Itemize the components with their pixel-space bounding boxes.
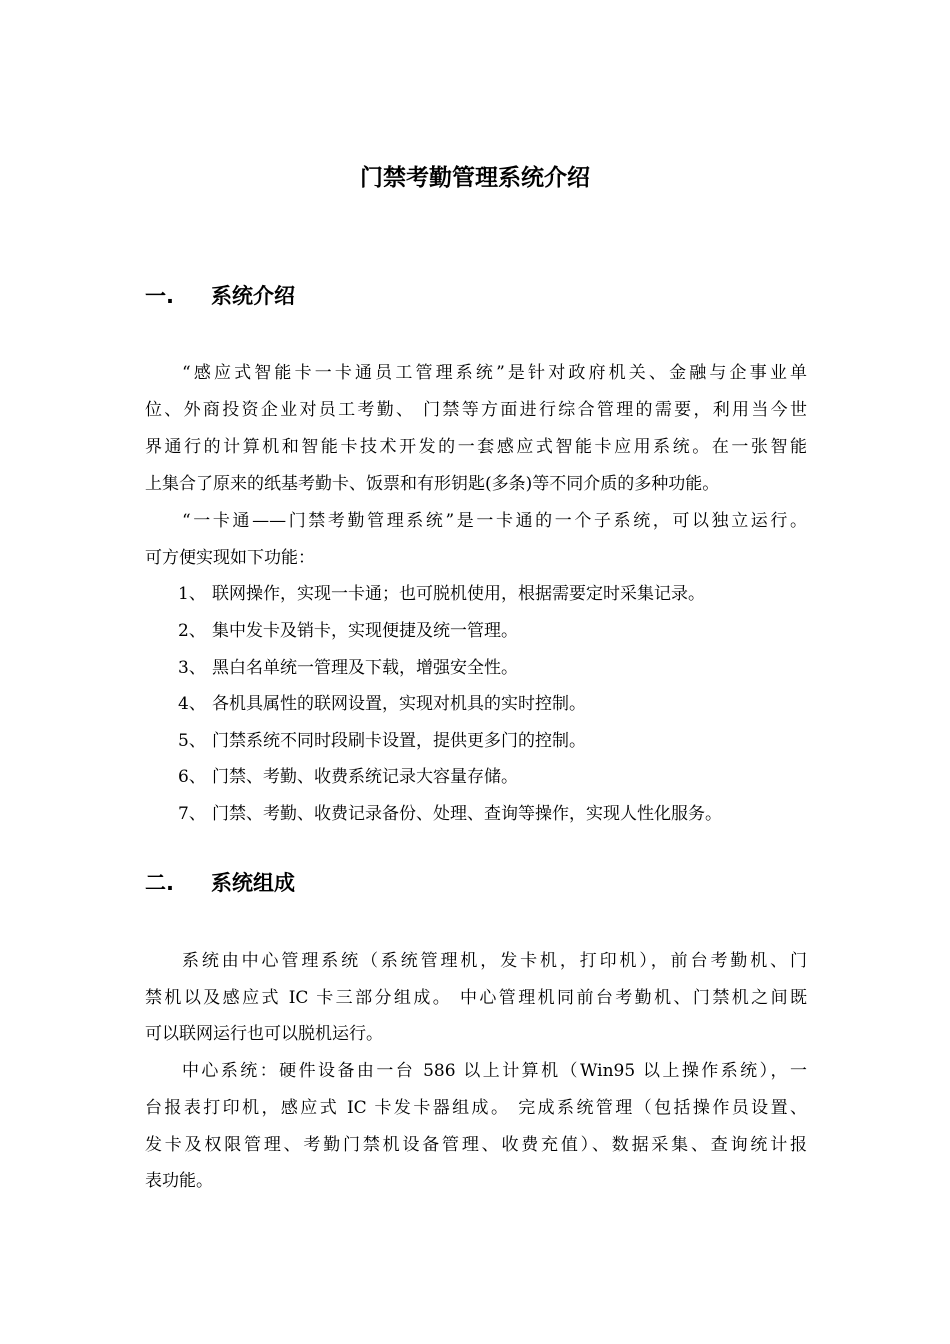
- section-2-para-2-line-2: 台报表打印机，感应式 IC 卡发卡器组成。 完成系统管理（包括操作员设置、: [145, 1098, 807, 1118]
- list-item: [178, 618, 518, 644]
- section-2-title: 系统组成: [211, 871, 295, 895]
- list-item-number: 5、: [178, 731, 206, 751]
- section-2-para-2-line-1: 中心系统：硬件设备由一台 586 以上计算机（Win95 以上操作系统），一: [182, 1061, 807, 1081]
- section-2-para-1-line-1: 系统由中心管理系统（系统管理机，发卡机，打印机），前台考勤机、门: [182, 951, 807, 971]
- list-item: [178, 728, 586, 754]
- list-item-number: 4、: [178, 694, 206, 714]
- list-item: [178, 691, 586, 717]
- section-1-para-1-line-2: 位、外商投资企业对员工考勤、 门禁等方面进行综合管理的需要，利用当今世: [145, 400, 807, 420]
- section-1-title: 系统介绍: [211, 284, 295, 308]
- section-1-number: 一.: [145, 284, 174, 308]
- list-item-text: 联网操作，实现一卡通；也可脱机使用，根据需要定时采集记录。: [212, 584, 705, 604]
- section-1-para-1-line-3: 界通行的计算机和智能卡技术开发的一套感应式智能卡应用系统。在一张智能: [145, 437, 807, 457]
- list-item: [178, 581, 705, 607]
- section-1-heading: [145, 281, 295, 311]
- list-item-text: 集中发卡及销卡，实现便捷及统一管理。: [212, 621, 518, 641]
- list-item-text: 黑白名单统一管理及下载，增强安全性。: [212, 658, 518, 678]
- list-item: [178, 801, 722, 827]
- list-item-number: 3、: [178, 658, 206, 678]
- section-2-para-2-line-3: 发卡及权限管理、考勤门禁机设备管理、收费充值）、数据采集、查询统计报: [145, 1135, 807, 1155]
- section-2-number: 二.: [145, 871, 174, 895]
- list-item: [178, 764, 518, 790]
- list-item-number: 2、: [178, 621, 206, 641]
- list-item-number: 7、: [178, 804, 206, 824]
- section-1-para-1-line-4: 上集合了原来的纸基考勤卡、饭票和有形钥匙(多条)等不同介质的多种功能。: [145, 474, 720, 494]
- list-item: [178, 655, 518, 681]
- list-item-number: 6、: [178, 767, 206, 787]
- section-2-para-1-line-2: 禁机以及感应式 IC 卡三部分组成。 中心管理机同前台考勤机、门禁机之间既: [145, 988, 807, 1008]
- list-item-number: 1、: [178, 584, 206, 604]
- list-item-text: 门禁、考勤、收费记录备份、处理、查询等操作，实现人性化服务。: [212, 804, 722, 824]
- section-2-para-1-line-3: 可以联网运行也可以脱机运行。: [145, 1024, 383, 1044]
- section-2-heading: [145, 868, 295, 898]
- list-item-text: 门禁系统不同时段刷卡设置，提供更多门的控制。: [212, 731, 586, 751]
- document-title: 门禁考勤管理系统介绍: [360, 165, 590, 191]
- section-1-para-2-line-1: “一卡通——门禁考勤管理系统”是一卡通的一个子系统，可以独立运行。: [182, 511, 807, 531]
- list-item-text: 门禁、考勤、收费系统记录大容量存储。: [212, 767, 518, 787]
- list-item-text: 各机具属性的联网设置，实现对机具的实时控制。: [212, 694, 586, 714]
- section-1-para-2-line-2: 可方便实现如下功能：: [145, 548, 315, 568]
- section-2-para-2-line-4: 表功能。: [145, 1171, 213, 1191]
- section-1-para-1-line-1: “感应式智能卡一卡通员工管理系统”是针对政府机关、金融与企事业单: [182, 363, 807, 383]
